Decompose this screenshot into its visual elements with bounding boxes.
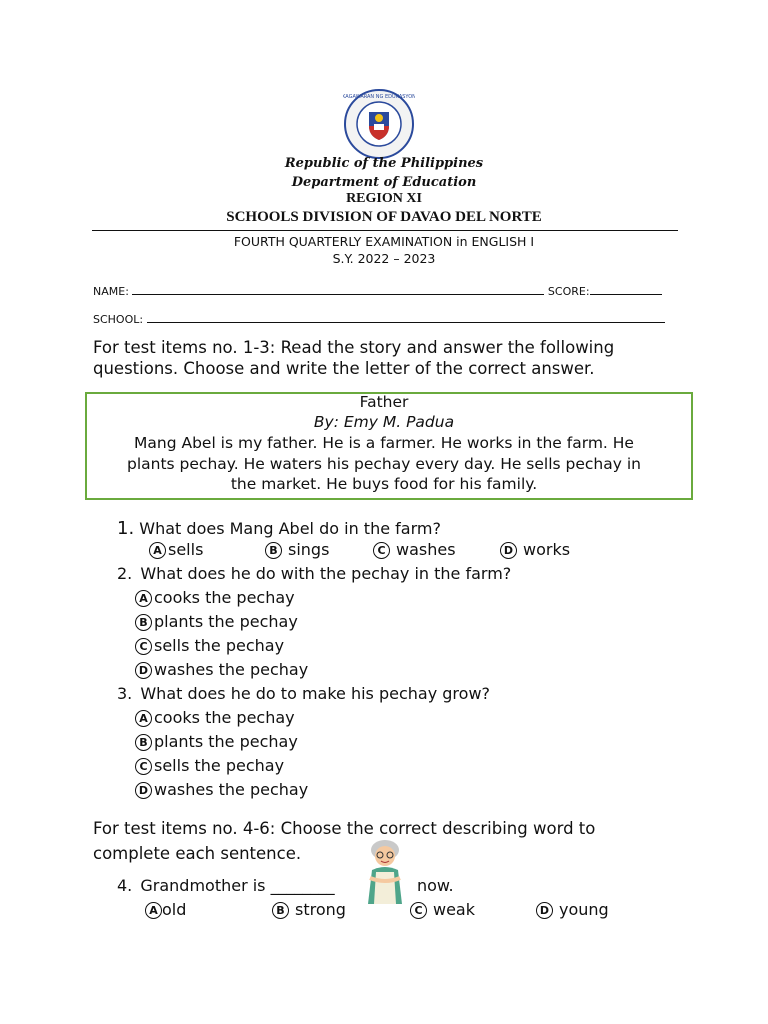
option-letter: D <box>135 782 152 799</box>
q1-option-a[interactable] <box>149 540 203 559</box>
option-text: sells the pechay <box>154 756 285 775</box>
school-label: SCHOOL: <box>93 313 144 326</box>
option-letter: A <box>135 590 152 607</box>
q4-option-c[interactable] <box>410 900 475 919</box>
score-field[interactable] <box>590 283 662 295</box>
q2-option-d[interactable] <box>135 660 308 679</box>
question-1 <box>117 518 441 539</box>
question-3 <box>117 684 490 703</box>
q2-option-a[interactable] <box>135 588 295 607</box>
option-text: cooks the pechay <box>154 588 295 607</box>
option-letter: B <box>272 902 289 919</box>
name-row <box>93 283 662 298</box>
story-line-3: the market. He buys food for his family. <box>230 475 538 493</box>
exam-title: FOURTH QUARTERLY EXAMINATION in ENGLISH I <box>233 234 535 249</box>
name-field[interactable] <box>132 283 544 295</box>
svg-text:KAGAWARAN NG EDUKASYON: KAGAWARAN NG EDUKASYON <box>343 94 415 100</box>
school-field[interactable] <box>147 311 665 323</box>
option-text: washes the pechay <box>154 660 309 679</box>
grandmother-illustration <box>360 838 410 906</box>
option-letter: C <box>135 758 152 775</box>
q4-option-b[interactable] <box>272 900 346 919</box>
question-2 <box>117 564 511 583</box>
score-label: SCORE: <box>547 285 590 298</box>
question-text-before: Grandmother is ________ <box>140 876 335 895</box>
section1-instruction-line2: questions. Choose and write the letter of the correct answer. <box>93 359 595 378</box>
option-text: washes <box>396 540 456 559</box>
header-divider <box>92 230 678 231</box>
option-letter: A <box>149 542 166 559</box>
option-text: cooks the pechay <box>154 708 295 727</box>
section2-instruction-line2: complete each sentence. <box>93 844 302 863</box>
option-letter: C <box>373 542 390 559</box>
option-text: washes the pechay <box>154 780 309 799</box>
section2-heading: For test items no. 4-6: <box>93 819 276 838</box>
option-letter: D <box>135 662 152 679</box>
option-text: old <box>162 900 187 919</box>
section1-instruction-line1: Read the story and answer the following <box>275 338 615 357</box>
q3-option-c[interactable] <box>135 756 284 775</box>
question-number: 2. <box>117 564 133 583</box>
option-letter: B <box>135 734 152 751</box>
q1-option-b[interactable] <box>265 540 329 559</box>
school-row <box>93 311 665 326</box>
header-department: Department of Education <box>291 175 477 190</box>
header-division: SCHOOLS DIVISION OF DAVAO DEL NORTE <box>226 209 542 225</box>
option-letter: B <box>265 542 282 559</box>
q2-option-b[interactable] <box>135 612 298 631</box>
name-label: NAME: <box>93 285 129 298</box>
option-letter: C <box>410 902 427 919</box>
story-title: Father <box>359 393 409 411</box>
option-letter: A <box>135 710 152 727</box>
option-text: plants the pechay <box>154 612 298 631</box>
option-text: plants the pechay <box>154 732 298 751</box>
question-text: What does he do with the pechay in the farm? <box>140 564 512 583</box>
story-line-2: plants pechay. He waters his pechay every day. He sells pechay in <box>127 455 641 473</box>
option-text: weak <box>433 900 475 919</box>
section1-instructions <box>93 337 614 379</box>
section2-instructions <box>93 816 595 866</box>
q2-option-c[interactable] <box>135 636 284 655</box>
question-4-after: now. <box>417 876 454 895</box>
q3-option-b[interactable] <box>135 732 298 751</box>
option-text: young <box>559 900 609 919</box>
option-text: sings <box>288 540 330 559</box>
deped-seal <box>343 88 415 160</box>
question-number: 4. <box>117 876 133 895</box>
question-text: What does Mang Abel do in the farm? <box>139 519 441 538</box>
option-letter: C <box>135 638 152 655</box>
question-4 <box>117 876 335 895</box>
section1-heading: For test items no. 1-3: <box>93 338 276 357</box>
question-number: 1. <box>117 518 135 539</box>
q4-option-a[interactable] <box>145 900 186 919</box>
question-number: 3. <box>117 684 133 703</box>
option-letter: D <box>500 542 517 559</box>
story-line-1: Mang Abel is my father. He is a farmer. He works in the farm. He <box>134 434 634 452</box>
question-text: What does he do to make his pechay grow? <box>140 684 491 703</box>
q1-option-c[interactable] <box>373 540 456 559</box>
option-letter: B <box>135 614 152 631</box>
option-text: strong <box>295 900 346 919</box>
option-text: works <box>523 540 571 559</box>
option-letter: A <box>145 902 162 919</box>
q3-option-a[interactable] <box>135 708 295 727</box>
q4-option-d[interactable] <box>536 900 609 919</box>
q3-option-d[interactable] <box>135 780 308 799</box>
header-region: REGION XI <box>346 191 422 206</box>
option-letter: D <box>536 902 553 919</box>
school-year: S.Y. 2022 – 2023 <box>332 251 436 266</box>
story-author: By: Emy M. Padua <box>313 413 455 431</box>
option-text: sells the pechay <box>154 636 285 655</box>
section2-instruction-line1: Choose the correct describing word to <box>275 819 596 838</box>
option-text: sells <box>168 540 204 559</box>
header-republic: Republic of the Philippines <box>284 156 484 171</box>
q1-option-d[interactable] <box>500 540 570 559</box>
